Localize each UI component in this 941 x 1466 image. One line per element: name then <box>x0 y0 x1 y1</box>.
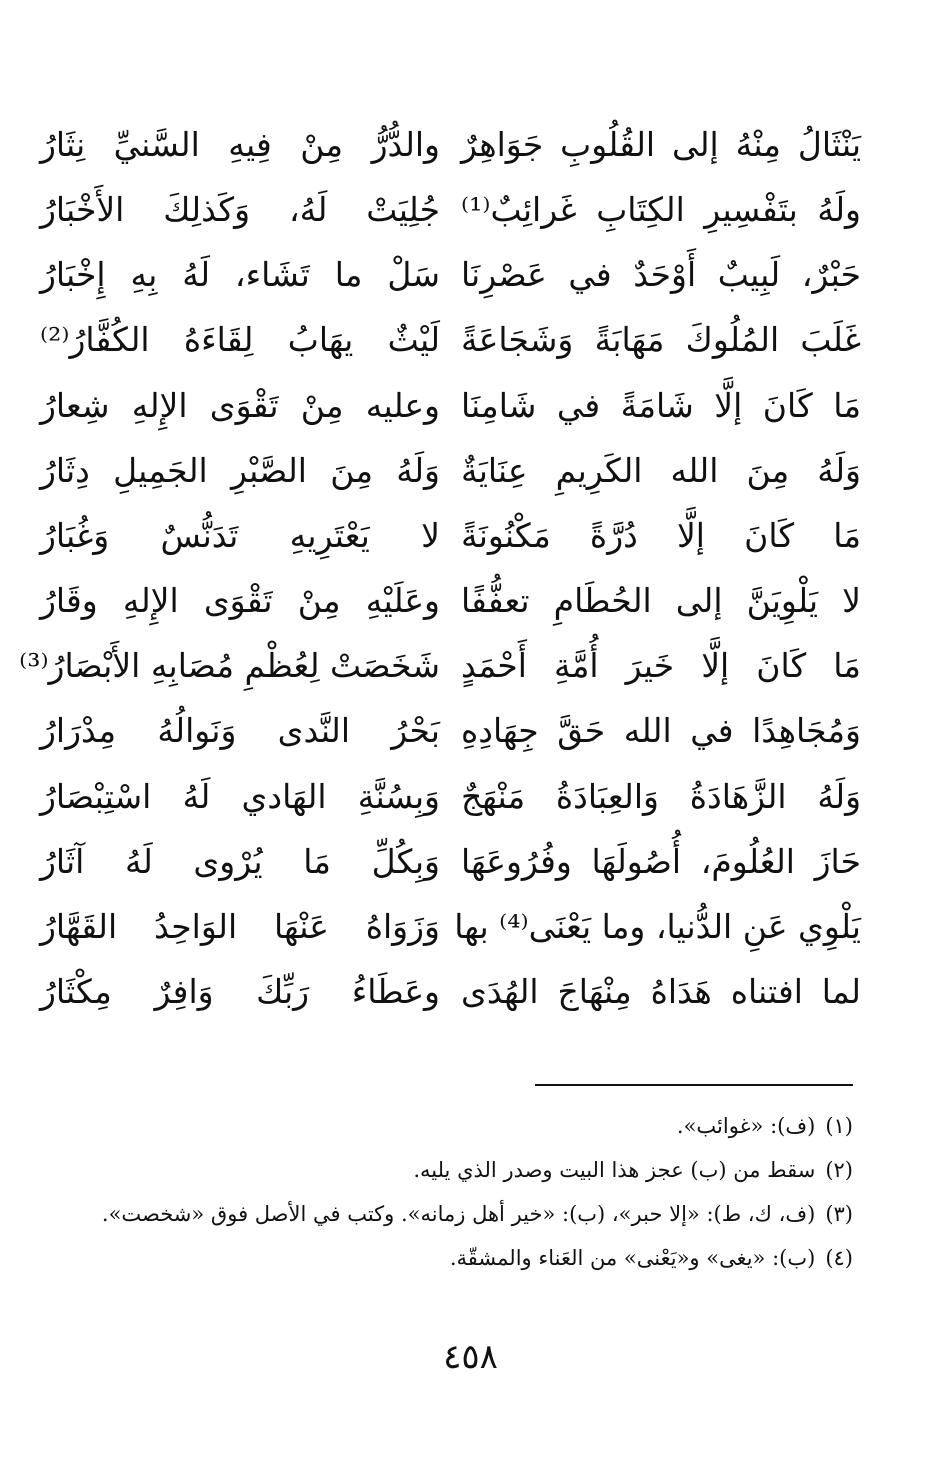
verse-second-hemistich: وَبِكُلِّ مَا يُرْوى لَهُ آثَارُ <box>40 841 440 881</box>
footnote <box>40 1104 853 1148</box>
verse <box>40 308 861 373</box>
verse <box>40 112 861 177</box>
footnote-text: (ف): «غوائب». <box>676 1114 816 1138</box>
verse-second-hemistich: لَيْثٌ يهَابُ لِقَاءَهُ الكُفَّارُ⁽²⁾ <box>40 320 440 360</box>
verse-first-hemistich: مَا كَانَ إلَّا شَامَةً في شَامِنَا <box>461 385 861 425</box>
verse-first-hemistich: وَمُجَاهِدًا في الله حَقَّ جِهَادِهِ <box>461 711 861 751</box>
verse-first-hemistich: حَازَ العُلُومَ، أُصُولَهَا وفُرُوعَهَا <box>461 841 861 881</box>
verse-second-hemistich: سَلْ ما تَشَاء، لَهُ بِهِ إِخْبَارُ <box>40 255 440 295</box>
footnote-text: سقط من (ب) عجز هذا البيت وصدر الذي يليه. <box>413 1158 816 1182</box>
verse <box>40 568 861 633</box>
verse-second-hemistich: وعليه مِنْ تَقْوَى الإِلهِ شِعارُ <box>40 385 440 425</box>
verse-second-hemistich: وَلَهُ مِنَ الصَّبْرِ الجَمِيلِ دِثَارُ <box>40 450 440 490</box>
verse-first-hemistich: غَلَبَ المُلُوكَ مَهَابَةً وَشَجَاعَةً <box>461 320 861 360</box>
footnote-number: (٣) <box>825 1202 853 1226</box>
verse-second-hemistich: والدُّرُّ مِنْ فِيهِ السَّنيِّ نِثَارُ <box>40 124 440 164</box>
page-number: ٤٥٨ <box>443 1337 498 1377</box>
footnote-number: (٢) <box>825 1158 853 1182</box>
verse-second-hemistich: وَزَوَاهُ عَنْهَا الوَاحِدُ القَهَّارُ <box>40 907 440 947</box>
verse <box>40 438 861 503</box>
verse <box>40 373 861 438</box>
footnote-divider <box>535 1084 853 1086</box>
footnote <box>40 1236 853 1280</box>
verse-first-hemistich: يَلْوِي عَنِ الدُّنيا، وما يَعْنَى⁽⁴⁾ بها <box>454 907 861 947</box>
footnote <box>40 1148 853 1192</box>
verse-first-hemistich: وَلَهُ الزَّهَادَةُ وَالعِبَادَةُ مَنْهَجٌ <box>461 776 861 816</box>
verse-second-hemistich: وَبِسُنَّةِ الهَادي لَهُ اسْتِبْصَارُ <box>40 776 440 816</box>
verse <box>40 764 861 829</box>
poem <box>19 112 861 1025</box>
footnote <box>40 1192 853 1236</box>
verse-first-hemistich: مَا كَانَ إلَّا خَيرَ أُمَّةِ أَحْمَدٍ <box>461 646 861 686</box>
verse-first-hemistich: حَبْرٌ، لَبِيبٌ أَوْحَدٌ في عَصْرِنَا <box>461 255 861 295</box>
footnotes <box>40 1104 853 1280</box>
verse-first-hemistich: مَا كَانَ إلَّا دُرَّةً مَكْنُونَةً <box>461 515 861 555</box>
verse-first-hemistich: وَلَهُ مِنَ الله الكَرِيمِ عِنَايَةٌ <box>461 450 861 490</box>
verse <box>19 634 861 699</box>
footnote-number: (١) <box>825 1114 853 1138</box>
verse-second-hemistich: شَخَصَتْ لِعُظْمِ مُصَابِهِ الأَبْصَارُ⁽³⁾ <box>19 646 440 686</box>
verse-first-hemistich: يَنْثَالُ مِنْهُ إلى القُلُوبِ جَوَاهِرٌ <box>461 124 861 164</box>
verse-first-hemistich: لا يَلْوِيَنَّ إلى الحُطَامِ تعفُّفًا <box>461 581 861 621</box>
verse <box>40 699 861 764</box>
verse-second-hemistich: لا يَعْتَرِيهِ تَدَنُّسٌ وَغُبَارُ <box>40 515 440 555</box>
verse <box>40 829 861 894</box>
footnote-text: (ف، ك، ط): «إلا حبر»، (ب): «خير أهل زمانه». وكتب في الأصل فوق «شخصت». <box>101 1202 816 1226</box>
verse <box>40 894 861 959</box>
verse-second-hemistich: بَحْرُ النَّدى وَنَوالُهُ مِدْرَارُ <box>40 711 440 751</box>
verse <box>40 177 861 242</box>
footnote-text: (ب): «يغى» و«يَعْنى» من العَناء والمشقّة. <box>449 1246 816 1270</box>
verse-second-hemistich: وعَلَيْهِ مِنْ تَقْوَى الإِلهِ وقَارُ <box>40 581 440 621</box>
footnote-number: (٤) <box>825 1246 853 1270</box>
verse <box>40 242 861 307</box>
verse <box>40 959 861 1024</box>
verse-second-hemistich: جُلِيَتْ لَهُ، وَكَذلِكَ الأَخْبَارُ <box>40 189 440 229</box>
verse-second-hemistich: وعَطَاءُ رَبِّكَ وَافِرٌ مِكْثَارُ <box>40 972 440 1012</box>
verse <box>40 503 861 568</box>
verse-first-hemistich: لما افتناه هَدَاهُ مِنْهَاجَ الهُدَى <box>461 972 861 1012</box>
verse-first-hemistich: ولَهُ بتَفْسِيرِ الكِتَابِ غَرائِبٌ⁽¹⁾ <box>461 189 861 229</box>
